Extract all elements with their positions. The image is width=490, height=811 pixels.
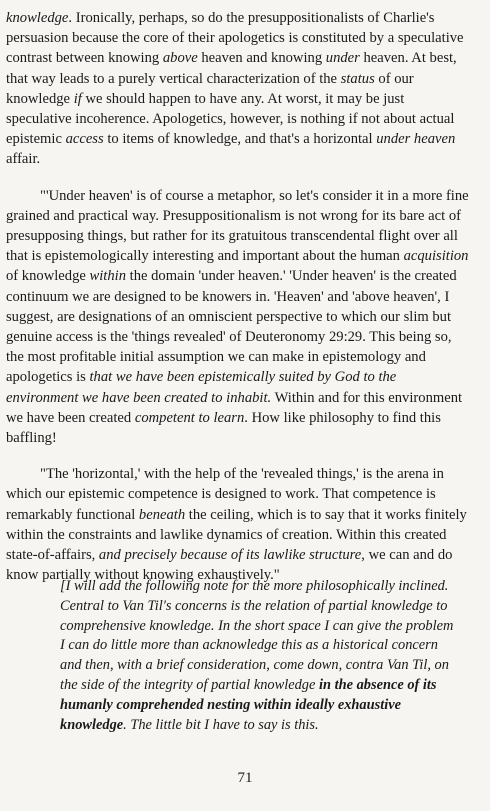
text-run: we should happen to have any. At worst, it may be just speculative incoherence. Apologetics, however, is nothing if not about actual epistemic	[6, 90, 455, 148]
italic-run: beneath	[138, 506, 186, 523]
italic-run: status	[340, 70, 375, 87]
note-block	[60, 577, 460, 735]
text-run: the ceiling, which is to say that it works finitely within the constraints and lawlike dynamics of creation. Within this created state-of-affairs,	[6, 506, 467, 564]
text-run: , we can and do know partially without knowing exhaustively."	[6, 547, 453, 584]
paragraph-3	[6, 464, 470, 585]
text-run: . How like philosophy to find this baffling!	[6, 409, 441, 447]
text-run: "The 'horizontal,' with the help of the 'revealed things,' is the arena in which our epistemic competence is designed to work. That competence is remarkably functional	[6, 466, 444, 523]
text-run: heaven. At best, that way leads to a purely vertical characterization of the	[6, 50, 457, 87]
italic-run: access	[65, 131, 104, 148]
page-number: 71	[237, 770, 253, 786]
paragraph-2	[6, 186, 470, 449]
text-run: . Ironically, perhaps, so do the presuppositionalists of Charlie's persuasion because the core of their apologetics is constituted by a speculative contrast between knowing	[6, 10, 464, 67]
text-run: heaven and knowing	[197, 50, 326, 67]
italic-run: knowledge	[6, 10, 69, 26]
paragraph-1	[6, 8, 470, 170]
text-run: of knowledge	[6, 268, 90, 285]
body-text	[6, 8, 470, 601]
italic-run: under heaven	[376, 131, 456, 148]
italic-run: above	[162, 50, 198, 67]
italic-run: and precisely because of its lawlike structure	[98, 547, 362, 564]
italic-run: acquisition	[403, 248, 469, 265]
italic-run: if	[73, 90, 82, 107]
text-run: affair.	[6, 151, 41, 168]
text-run: the domain 'under heaven.' 'Under heaven' is the created continuum we are designed to be knowers in. 'Heaven' and 'above heaven', I suggest, are designations of an omniscient perspective to which our slim but genuine access is the 'things revealed' of Deuteronomy 29:29. This being so, the most profitable initial assumption we can make in epistemology and apologetics is	[6, 268, 457, 386]
text-run: [I will add the following note for the more philosophically inclined. Central to Van Til's concerns is the relation of partial knowledge to comprehensive knowledge. In the short space I can give the problem I can do little more than acknowledge this as a historical concern and then, with a brief consideration, come down, contra Van Til, on the side of the integrity of partial knowledge	[60, 578, 454, 693]
text-run: Within and for this environment we have been created	[6, 389, 463, 426]
text-run: of our knowledge	[6, 70, 414, 107]
bold-run: in the absence of its humanly comprehended nesting within ideally exhaustive knowledge	[60, 676, 437, 733]
text-run: . The little bit I have to say is this.	[123, 716, 319, 733]
italic-run: within	[89, 268, 126, 285]
text-run: to items of knowledge, and that's a horizontal	[103, 131, 377, 148]
italic-run: under	[325, 50, 360, 67]
italic-run: competent to learn	[134, 409, 245, 426]
italic-run: that we have been epistemically suited by God to the environment we have been created to inhabit.	[6, 369, 397, 406]
text-run: "'Under heaven' is of course a metaphor, so let's consider it in a more fine grained and practical way. Presuppositionalism is not wrong for its bare act of presupposing things, but rather for its gratuitous transcendental flight over all that is epistemologically interesting and important about the human	[6, 187, 469, 265]
